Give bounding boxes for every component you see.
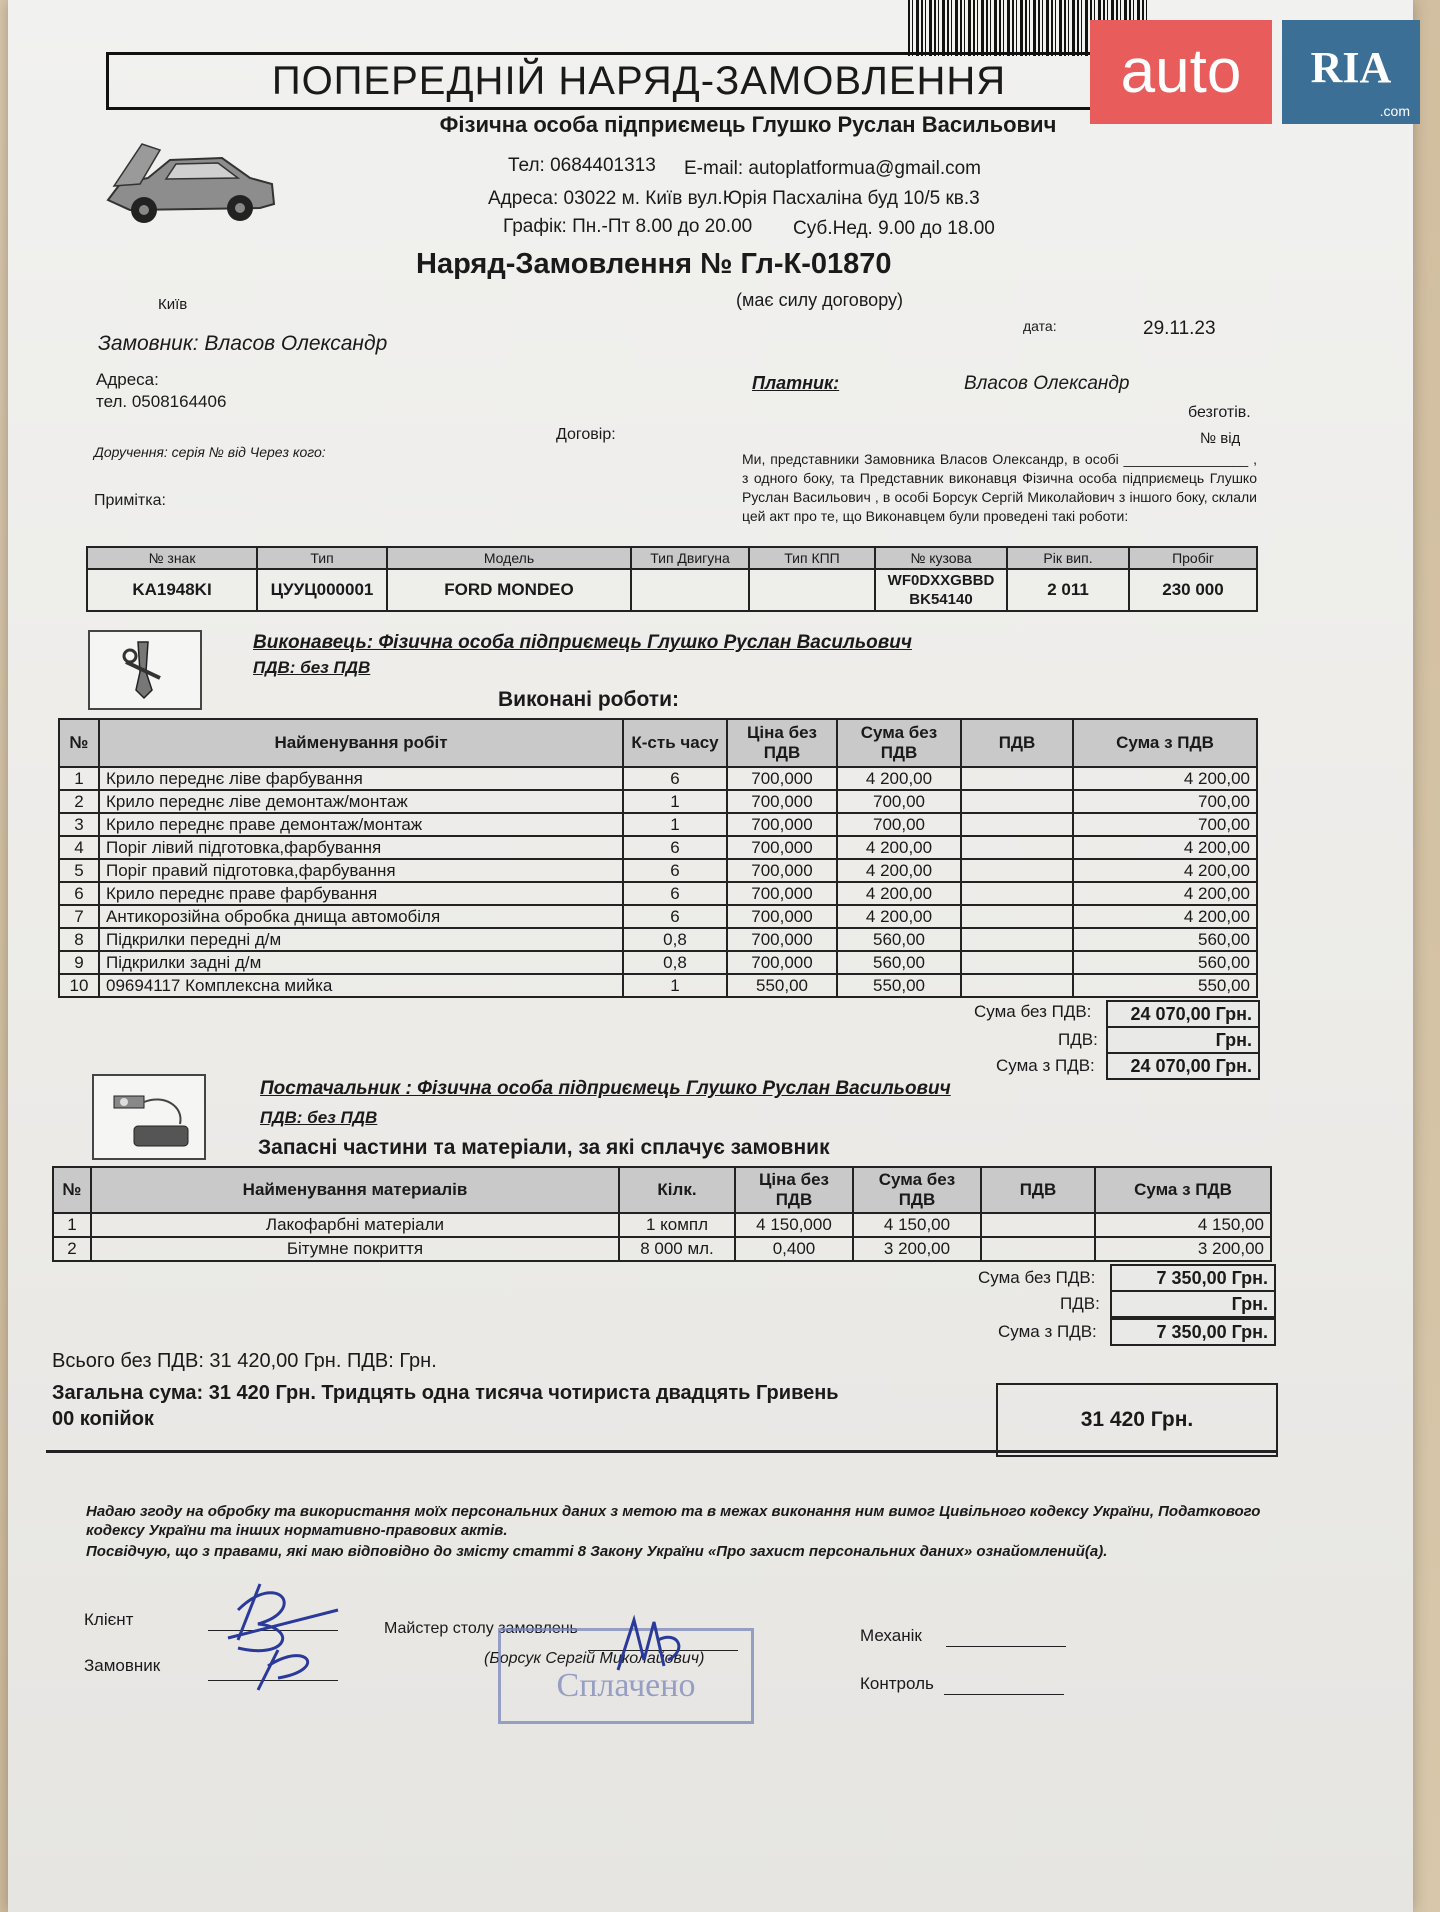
parts-icon	[92, 1074, 206, 1160]
power-of-attorney: Доручення: серія № від Через кого:	[94, 444, 326, 460]
works-cell-vat	[961, 951, 1073, 974]
works-cell-name: Поріг правий підготовка,фарбування	[99, 859, 623, 882]
parts-col-price-l2: ПДВ	[775, 1190, 813, 1209]
parts-col-total: Сума з ПДВ	[1095, 1167, 1271, 1213]
vehicle-engine	[631, 569, 749, 611]
document-title: ПОПЕРЕДНІЙ НАРЯД-ЗАМОВЛЕННЯ	[106, 52, 1172, 110]
parts-vat-value: Грн.	[1110, 1290, 1276, 1318]
works-col-total: Сума з ПДВ	[1073, 719, 1257, 767]
works-row	[59, 859, 1257, 882]
works-cell-sum: 4 200,00	[837, 859, 961, 882]
works-cell-qty: 0,8	[623, 928, 727, 951]
works-row	[59, 928, 1257, 951]
works-cell-name: Крило переднє ліве фарбування	[99, 767, 623, 790]
totals-line: Всього без ПДВ: 31 420,00 Грн. ПДВ: Грн.	[52, 1350, 437, 1372]
works-cell-total: 560,00	[1073, 928, 1257, 951]
works-cell-total: 700,00	[1073, 790, 1257, 813]
order-title: Наряд-Замовлення № Гл-К-01870	[416, 248, 892, 280]
payer-name: Власов Олександр	[964, 373, 1130, 394]
master-name: (Борсук Сергій Миколайович)	[484, 1650, 705, 1667]
works-cell-qty: 1	[623, 790, 727, 813]
parts-cell-price: 0,400	[735, 1237, 853, 1261]
works-sum-no-vat-label: Сума без ПДВ:	[974, 1002, 1092, 1021]
vehicle-year: 2 011	[1007, 569, 1129, 611]
works-col-sum	[837, 719, 961, 767]
works-col-n: №	[59, 719, 99, 767]
works-cell-name: Крило переднє праве фарбування	[99, 882, 623, 905]
works-cell-name: Антикорозійна обробка днища автомобіля	[99, 905, 623, 928]
works-col-price-l1: Ціна без	[747, 723, 817, 742]
works-cell-sum: 550,00	[837, 974, 961, 997]
parts-title: Запасні частини та матеріали, за які сплачує замовник	[258, 1136, 830, 1159]
works-cell-vat	[961, 928, 1073, 951]
works-cell-price: 700,000	[727, 836, 837, 859]
works-cell-qty: 6	[623, 767, 727, 790]
works-cell-n: 8	[59, 928, 99, 951]
works-cell-vat	[961, 905, 1073, 928]
works-cell-vat	[961, 767, 1073, 790]
works-cell-vat	[961, 882, 1073, 905]
parts-cell-vat	[981, 1237, 1095, 1261]
col-mileage: Пробіг	[1129, 547, 1257, 569]
consent-text: Надаю згоду на обробку та використання моїх персональних даних з метою та в межах виконання ним вимог Цивільного кодексу України, Податкового кодексу України та інших нормативно-правових актів.	[86, 1503, 1261, 1539]
works-cell-sum: 4 200,00	[837, 836, 961, 859]
parts-cell-n: 2	[53, 1237, 91, 1261]
company-email: E-mail: autoplatformua@gmail.com	[684, 158, 982, 179]
works-cell-vat	[961, 790, 1073, 813]
consent-rights: Посвідчую, що з правами, які маю відповідно до змісту статті 8 Закону України «Про захист персональних даних» ознайомлений(а).	[86, 1543, 1108, 1560]
works-cell-n: 9	[59, 951, 99, 974]
executor-vat: ПДВ: без ПДВ	[253, 658, 371, 677]
works-vat-value: Грн.	[1106, 1026, 1260, 1054]
works-row	[59, 882, 1257, 905]
order-city: Київ	[158, 296, 188, 313]
works-cell-qty: 1	[623, 813, 727, 836]
company-schedule-weekend: Суб.Нед. 9.00 до 18.00	[793, 218, 995, 239]
grand-total-kopecks: 00 копійок	[52, 1408, 154, 1430]
works-cell-n: 5	[59, 859, 99, 882]
works-cell-total: 550,00	[1073, 974, 1257, 997]
parts-cell-qty: 8 000 мл.	[619, 1237, 735, 1261]
control-sign-line	[944, 1694, 1064, 1695]
works-row	[59, 905, 1257, 928]
col-vin: № кузова	[875, 547, 1007, 569]
works-cell-sum: 4 200,00	[837, 882, 961, 905]
works-vat-label: ПДВ:	[1058, 1030, 1098, 1049]
vehicle-gearbox	[749, 569, 875, 611]
works-cell-price: 700,000	[727, 813, 837, 836]
payer-label: Платник:	[752, 373, 840, 393]
vehicle-mileage: 230 000	[1129, 569, 1257, 611]
totals-divider	[46, 1450, 1278, 1453]
works-cell-price: 700,000	[727, 767, 837, 790]
col-plate: № знак	[87, 547, 257, 569]
works-row	[59, 951, 1257, 974]
grand-total-words: Загальна сума: 31 420 Грн. Тридцять одна тисяча чотириста двадцять Гривень	[52, 1382, 839, 1404]
customer-sign-label: Замовник	[84, 1656, 161, 1675]
works-cell-total: 4 200,00	[1073, 882, 1257, 905]
ria-com-text: .com	[1379, 103, 1410, 119]
remark-label: Примітка:	[94, 492, 166, 509]
customer-phone: тел. 0508164406	[96, 392, 227, 411]
parts-cell-n: 1	[53, 1213, 91, 1237]
vehicle-vin	[875, 569, 1007, 611]
vehicle-type: ЦУУЦ000001	[257, 569, 387, 611]
works-col-name: Найменування робіт	[99, 719, 623, 767]
works-cell-qty: 6	[623, 882, 727, 905]
parts-cell-total: 4 150,00	[1095, 1213, 1271, 1237]
works-cell-total: 4 200,00	[1073, 767, 1257, 790]
works-cell-name: 09694117 Комплексна мийка	[99, 974, 623, 997]
works-cell-sum: 4 200,00	[837, 767, 961, 790]
works-cell-price: 700,000	[727, 905, 837, 928]
works-cell-total: 4 200,00	[1073, 859, 1257, 882]
works-cell-price: 700,000	[727, 790, 837, 813]
autoria-ria-logo	[1282, 20, 1420, 124]
parts-col-price-l1: Ціна без	[759, 1170, 829, 1189]
company-schedule-weekdays: Графік: Пн.-Пт 8.00 до 20.00	[503, 216, 753, 237]
works-cell-sum: 700,00	[837, 813, 961, 836]
grand-total-box: 31 420 Грн.	[996, 1383, 1278, 1457]
parts-cell-total: 3 200,00	[1095, 1237, 1271, 1261]
parts-table	[52, 1166, 1272, 1262]
works-col-qty: К-сть часу	[623, 719, 727, 767]
works-cell-sum: 560,00	[837, 928, 961, 951]
parts-cell-sum: 3 200,00	[853, 1237, 981, 1261]
client-sign-label: Клієнт	[84, 1610, 134, 1629]
ria-text: RIA	[1310, 43, 1392, 92]
works-cell-price: 700,000	[727, 951, 837, 974]
car-icon	[100, 138, 280, 234]
works-cell-total: 4 200,00	[1073, 905, 1257, 928]
order-note: (має силу договору)	[736, 290, 903, 310]
works-cell-price: 700,000	[727, 859, 837, 882]
works-col-price-l2: ПДВ	[763, 743, 801, 762]
works-table	[58, 718, 1258, 998]
act-statement: Ми, представники Замовника Власов Олександр, в особі ________________ , з одного боку, та Представник виконавця Фізична особа підприємець Глушко Руслан Васильович , в особі Борсук Сергій Миколайович з іншого боку, склали цей акт про те, що Виконавцем були проведені такі роботи:	[742, 451, 1257, 524]
executor-line: Виконавець: Фізична особа підприємець Глушко Руслан Васильович	[253, 632, 912, 653]
works-cell-name: Крило переднє ліве демонтаж/монтаж	[99, 790, 623, 813]
works-cell-n: 6	[59, 882, 99, 905]
works-cell-qty: 6	[623, 859, 727, 882]
col-engine: Тип Двигуна	[631, 547, 749, 569]
contract-label: Договір:	[556, 426, 616, 443]
customer-address-label: Адреса:	[96, 370, 159, 389]
parts-col-sum-l2: ПДВ	[898, 1190, 936, 1209]
works-cell-n: 10	[59, 974, 99, 997]
works-cell-total: 560,00	[1073, 951, 1257, 974]
date-label: дата:	[1023, 318, 1057, 334]
works-cell-n: 3	[59, 813, 99, 836]
company-name: Фізична особа підприємець Глушко Руслан Васильович	[439, 112, 1057, 137]
parts-col-price	[735, 1167, 853, 1213]
number-from: № від	[1200, 430, 1241, 447]
parts-col-sum	[853, 1167, 981, 1213]
parts-row	[53, 1237, 1271, 1261]
customer-name: Замовник: Власов Олександр	[98, 332, 388, 355]
parts-col-n: №	[53, 1167, 91, 1213]
works-cell-total: 4 200,00	[1073, 836, 1257, 859]
parts-cell-vat	[981, 1213, 1095, 1237]
payment-type: безготів.	[1188, 404, 1251, 421]
col-model: Модель	[387, 547, 631, 569]
col-year: Рік вип.	[1007, 547, 1129, 569]
works-row	[59, 813, 1257, 836]
control-sign-label: Контроль	[860, 1674, 934, 1693]
works-row	[59, 767, 1257, 790]
autoria-auto-logo: auto	[1090, 20, 1272, 124]
vehicle-vin-line2: BK54140	[909, 591, 973, 608]
vehicle-table	[86, 546, 1258, 612]
client-signature	[198, 1570, 358, 1700]
works-title: Виконані роботи:	[498, 688, 679, 711]
works-cell-name: Підкрилки задні д/м	[99, 951, 623, 974]
parts-cell-qty: 1 компл	[619, 1213, 735, 1237]
works-cell-n: 4	[59, 836, 99, 859]
col-type: Тип	[257, 547, 387, 569]
paid-stamp-text: Сплачено	[556, 1667, 696, 1704]
works-cell-qty: 6	[623, 905, 727, 928]
parts-cell-name: Бітумне покриття	[91, 1237, 619, 1261]
wrench-icon	[88, 630, 202, 710]
works-cell-vat	[961, 859, 1073, 882]
parts-cell-sum: 4 150,00	[853, 1213, 981, 1237]
works-col-price	[727, 719, 837, 767]
works-col-sum-l2: ПДВ	[880, 743, 918, 762]
document-page	[8, 0, 1413, 1912]
works-row	[59, 790, 1257, 813]
works-sum-with-vat: 24 070,00 Грн.	[1106, 1052, 1260, 1080]
works-cell-vat	[961, 813, 1073, 836]
parts-row	[53, 1213, 1271, 1237]
vehicle-model: FORD MONDEO	[387, 569, 631, 611]
works-cell-sum: 560,00	[837, 951, 961, 974]
company-phone: Тел: 0684401313	[508, 155, 656, 176]
works-cell-total: 700,00	[1073, 813, 1257, 836]
parts-col-sum-l1: Сума без	[878, 1170, 956, 1189]
works-cell-price: 700,000	[727, 928, 837, 951]
works-cell-n: 7	[59, 905, 99, 928]
vehicle-vin-line1: WF0DXXGBBD	[887, 572, 995, 589]
company-address: Адреса: 03022 м. Київ вул.Юрія Пасхаліна буд 10/5 кв.3	[488, 188, 980, 209]
works-cell-sum: 4 200,00	[837, 905, 961, 928]
parts-vat-label: ПДВ:	[1060, 1294, 1100, 1313]
works-row	[59, 836, 1257, 859]
vehicle-plate: KA1948KI	[87, 569, 257, 611]
works-col-vat: ПДВ	[961, 719, 1073, 767]
parts-sum-with-vat: 7 350,00 Грн.	[1110, 1318, 1276, 1346]
parts-col-qty: Кілк.	[619, 1167, 735, 1213]
works-cell-vat	[961, 974, 1073, 997]
parts-cell-name: Лакофарбні матеріали	[91, 1213, 619, 1237]
order-date: 29.11.23	[1143, 318, 1216, 339]
mechanic-sign-label: Механік	[860, 1626, 922, 1645]
works-cell-qty: 6	[623, 836, 727, 859]
works-cell-price: 550,00	[727, 974, 837, 997]
works-cell-qty: 1	[623, 974, 727, 997]
mechanic-sign-line	[946, 1646, 1066, 1647]
works-cell-n: 2	[59, 790, 99, 813]
parts-sum-no-vat: 7 350,00 Грн.	[1110, 1264, 1276, 1292]
parts-col-vat: ПДВ	[981, 1167, 1095, 1213]
works-cell-n: 1	[59, 767, 99, 790]
works-cell-vat	[961, 836, 1073, 859]
works-cell-qty: 0,8	[623, 951, 727, 974]
master-sign-label: Майстер столу замовлень	[384, 1620, 578, 1637]
parts-sum-with-vat-label: Сума з ПДВ:	[998, 1322, 1097, 1341]
works-sum-with-vat-label: Сума з ПДВ:	[996, 1056, 1095, 1075]
works-cell-name: Поріг лівий підготовка,фарбування	[99, 836, 623, 859]
col-gearbox: Тип КПП	[749, 547, 875, 569]
works-cell-price: 700,000	[727, 882, 837, 905]
works-row	[59, 974, 1257, 997]
works-cell-name: Підкрилки передні д/м	[99, 928, 623, 951]
parts-sum-no-vat-label: Сума без ПДВ:	[978, 1268, 1096, 1287]
supplier-vat: ПДВ: без ПДВ	[260, 1108, 378, 1127]
works-col-sum-l1: Сума без	[860, 723, 938, 742]
supplier-line: Постачальник : Фізична особа підприємець Глушко Руслан Васильович	[260, 1078, 951, 1099]
master-signature	[608, 1610, 698, 1680]
parts-col-name: Найменування материалів	[91, 1167, 619, 1213]
parts-cell-price: 4 150,000	[735, 1213, 853, 1237]
works-cell-name: Крило переднє праве демонтаж/монтаж	[99, 813, 623, 836]
works-cell-sum: 700,00	[837, 790, 961, 813]
works-sum-no-vat: 24 070,00 Грн.	[1106, 1000, 1260, 1028]
